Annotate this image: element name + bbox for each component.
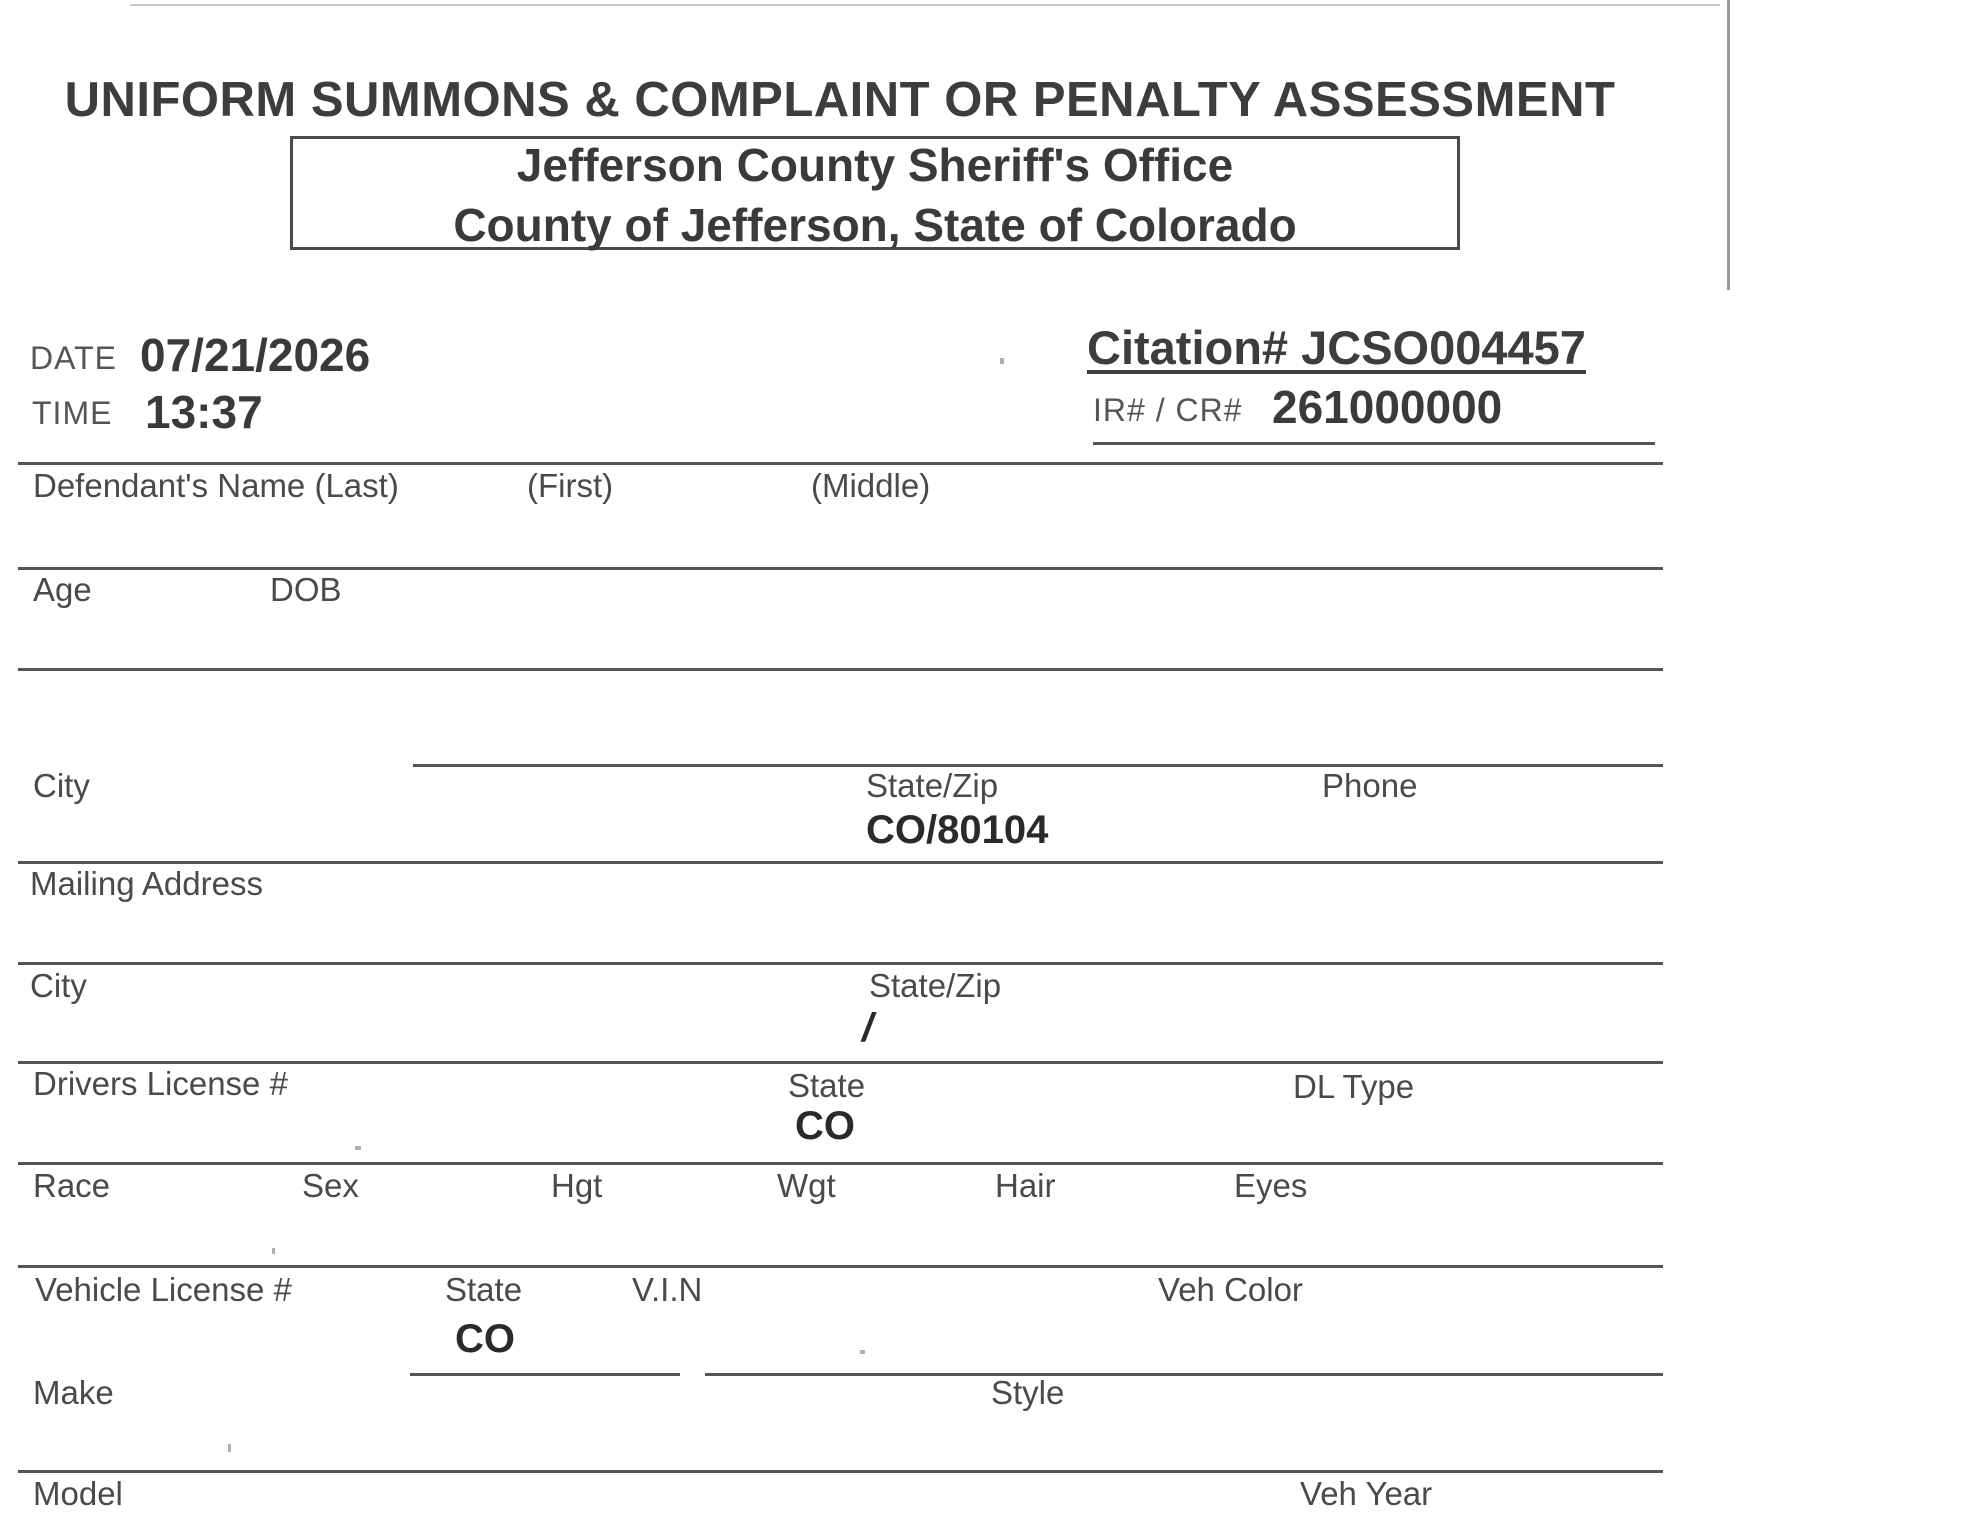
state-zip-label: State/Zip — [866, 767, 999, 804]
rule-vehicle — [18, 1265, 1663, 1268]
eyes-label: Eyes — [1234, 1167, 1308, 1204]
make-label: Make — [33, 1374, 114, 1411]
scan-speck — [355, 1146, 361, 1150]
scan-speck — [272, 1248, 275, 1254]
time-label: TIME — [32, 395, 113, 431]
rule-dl — [18, 1061, 1663, 1064]
dl-type-label: DL Type — [1293, 1068, 1415, 1105]
rule-city — [413, 764, 1663, 767]
margin-line — [1727, 0, 1730, 290]
dl-state-label: State — [788, 1067, 866, 1104]
sex-label: Sex — [302, 1167, 359, 1204]
dl-state-value: CO — [795, 1104, 855, 1148]
scan-speck — [1000, 358, 1004, 364]
mailing-address-label: Mailing Address — [30, 865, 263, 902]
ir-cr-label: IR# / CR# — [1093, 392, 1243, 428]
vehicle-state-value: CO — [455, 1317, 515, 1361]
name-last-label: Defendant's Name (Last) — [33, 467, 399, 504]
date-label: DATE — [30, 340, 117, 376]
ir-underline — [1093, 442, 1655, 445]
rule-address — [18, 668, 1663, 671]
ir-cr-value: 261000000 — [1272, 381, 1503, 433]
form-title: UNIFORM SUMMONS & COMPLAINT OR PENALTY ASSESSMENT — [64, 73, 1616, 127]
name-first-label: (First) — [527, 467, 614, 504]
style-label: Style — [991, 1374, 1065, 1411]
veh-year-label: Veh Year — [1300, 1475, 1433, 1512]
race-label: Race — [33, 1167, 111, 1204]
mail-city-label: City — [30, 967, 87, 1004]
dob-label: DOB — [270, 571, 342, 608]
name-middle-label: (Middle) — [811, 467, 931, 504]
veh-color-label: Veh Color — [1158, 1271, 1303, 1308]
model-label: Model — [33, 1475, 123, 1512]
state-zip-value: CO/80104 — [866, 808, 1049, 852]
rule-name — [18, 462, 1663, 465]
vehicle-state-label: State — [445, 1271, 523, 1308]
agency-name: Jefferson County Sheriff's Office — [516, 139, 1234, 191]
rule-mail-city — [18, 962, 1663, 965]
age-label: Age — [33, 571, 92, 608]
scan-speck — [228, 1444, 231, 1452]
rule-age — [18, 567, 1663, 570]
time-value: 13:37 — [145, 386, 263, 438]
height-label: Hgt — [551, 1167, 603, 1204]
weight-label: Wgt — [777, 1167, 836, 1204]
dl-label: Drivers License # — [33, 1065, 288, 1102]
vehicle-license-label: Vehicle License # — [35, 1271, 292, 1308]
citation-number: Citation# JCSO004457 — [1087, 321, 1586, 374]
rule-model — [18, 1470, 1663, 1473]
rule-make-a — [410, 1373, 680, 1376]
rule-make-b — [705, 1373, 1663, 1376]
rule-mailing — [18, 861, 1663, 864]
hair-label: Hair — [995, 1167, 1056, 1204]
top-scan-edge — [130, 4, 1720, 6]
phone-label: Phone — [1322, 767, 1418, 804]
scan-speck — [860, 1350, 865, 1354]
mail-state-zip-value: / — [862, 1006, 874, 1050]
vin-label: V.I.N — [632, 1271, 703, 1308]
rule-physical — [18, 1162, 1663, 1165]
date-value: 07/21/2026 — [140, 329, 371, 381]
agency-jurisdiction: County of Jefferson, State of Colorado — [453, 199, 1297, 251]
city-label: City — [33, 767, 90, 804]
mail-state-zip-label: State/Zip — [869, 967, 1002, 1004]
